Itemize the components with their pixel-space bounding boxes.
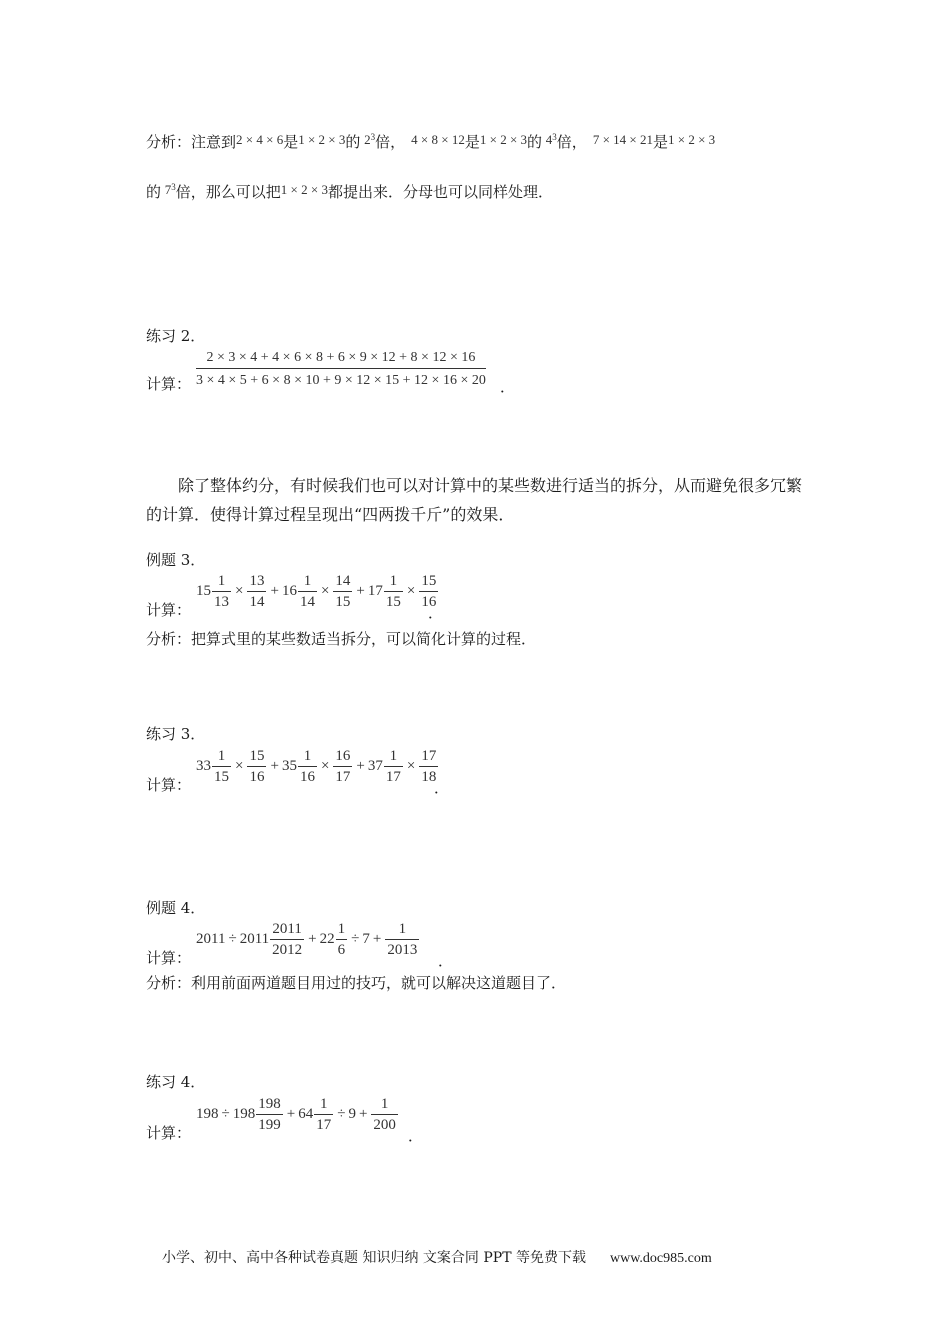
mixed-whole: 16	[281, 583, 297, 599]
fraction: $\frac{17}{18}$	[421, 748, 437, 785]
fraction: $\frac{1}{6}$	[337, 921, 346, 958]
analysis-line-2: 的 $7^3$倍，那么可以把1 × 2 × 3都提出来．分母也可以同样处理．	[146, 182, 553, 201]
example-4-analysis: 分析：利用前面两道题目用过的技巧，就可以解决这道题目了．	[146, 974, 567, 992]
fraction: $\frac{1}{17}$	[385, 748, 401, 785]
fraction: $\frac{1}{15}$	[385, 573, 401, 610]
fraction-denominator: 3 × 4 × 5 + 6 × 8 × 10 + 9 × 12 × 15 + 12 × 16 × 20	[196, 368, 486, 390]
math-expr: 4 × 8 × 12	[411, 132, 465, 147]
period: ．	[434, 779, 450, 797]
fraction: $\frac{1}{17}$	[316, 1096, 332, 1133]
example-4-expression: 2011 ÷ 2011 $\frac{2011}{2012}$ + 22 $\frac{1}{6}$ ÷ 7 + $\frac{1}{2013}$	[196, 921, 418, 958]
mixed-whole: 22	[319, 931, 335, 947]
example-4-title: 例题 4．	[146, 899, 206, 917]
example-4-calc-label: 计算：	[146, 949, 192, 967]
fraction: $\frac{2011}{2012}$	[272, 921, 303, 958]
fraction: $\frac{1}{2013}$	[387, 921, 418, 958]
practice-2-fraction	[196, 348, 486, 390]
practice-3-calc-label: 计算：	[146, 776, 192, 794]
mixed-whole: 64	[298, 1106, 314, 1122]
fraction: $\frac{16}{17}$	[335, 748, 351, 785]
math-power: $2^3$	[364, 132, 376, 147]
fraction: $\frac{14}{15}$	[335, 573, 351, 610]
period: ．	[438, 952, 454, 970]
example-3-title: 例题 3．	[146, 551, 206, 569]
practice-3-expression: 33 $\frac{1}{15}$ × $\frac{15}{16}$ + 35 $\frac{1}{16}$ × $\frac{16}{17}$ + 37 $\frac{1}{17}$ × $\frac{17}{18}$	[196, 748, 437, 785]
period: ．	[408, 1127, 424, 1145]
practice-4-calc-label: 计算：	[146, 1124, 192, 1142]
math-expr: 2 × 4 × 6	[236, 132, 284, 147]
intro-paragraph: 除了整体约分，有时候我们也可以对计算中的某些数进行适当的拆分，从而避免很多冗繁的计算．使得计算过程呈现出“四两拨千斤”的效果．	[146, 476, 803, 524]
practice-2-title: 练习 2．	[146, 327, 206, 345]
practice-4-expression: 198 ÷ 198 $\frac{198}{199}$ + 64 $\frac{1}{17}$ ÷ 9 + $\frac{1}{200}$	[196, 1096, 396, 1133]
period: ．	[500, 378, 516, 396]
fraction: $\frac{198}{199}$	[258, 1096, 281, 1133]
math-expr: 1 × 2 × 3	[280, 182, 328, 197]
practice-2-calc-label: 计算：	[146, 375, 192, 393]
fraction: $\frac{1}{15}$	[214, 748, 229, 785]
fraction: $\frac{15}{16}$	[421, 573, 437, 610]
fraction: $\frac{1}{200}$	[373, 1096, 396, 1133]
practice-3-title: 练习 3．	[146, 725, 206, 743]
math-expr: 1 × 2 × 3	[479, 132, 528, 147]
example-3-expression: 15 $\frac{1}{13}$ × $\frac{13}{14}$ + 16 $\frac{1}{14}$ × $\frac{14}{15}$ + 17 $\frac{1}{15}$ × $\frac{15}{16}$	[196, 573, 437, 610]
fraction-numerator: 2 × 3 × 4 + 4 × 6 × 8 + 6 × 9 × 12 + 8 × 12 × 16	[206, 350, 476, 365]
mixed-whole: 198	[232, 1106, 256, 1122]
analysis-label: 分析：	[146, 133, 192, 151]
mixed-whole: 35	[281, 758, 297, 774]
math-expr: 1 × 2 × 3	[298, 132, 346, 147]
fraction: $\frac{1}{14}$	[299, 573, 315, 610]
mixed-whole: 15	[196, 583, 211, 599]
mixed-whole: 2011	[239, 931, 270, 947]
mixed-whole: 17	[367, 583, 383, 599]
page-footer	[162, 1247, 712, 1267]
math-expr: 7 × 14 × 21	[592, 132, 653, 147]
fraction: $\frac{1}{16}$	[299, 748, 315, 785]
footer-text: 小学、初中、高中各种试卷真题 知识归纳 文案合同 PPT 等免费下载	[162, 1250, 586, 1266]
mixed-whole: 37	[367, 758, 383, 774]
analysis-line-1: 分析：注意到2 × 4 × 6是1 × 2 × 3的 $2^3$倍， 4 × 8 × 12是1 × 2 × 3的 $4^3$倍， 7 × 14 × 21是1 × 2 × 3	[146, 132, 716, 151]
math-expr: 1 × 2 × 3	[668, 132, 716, 147]
math-power: $7^3$	[164, 182, 176, 197]
mixed-whole: 33	[196, 758, 211, 774]
footer-url[interactable]: www.doc985.com	[609, 1251, 712, 1266]
fraction: $\frac{1}{13}$	[214, 573, 229, 610]
example-3-calc-label: 计算：	[146, 601, 192, 619]
fraction: $\frac{15}{16}$	[249, 748, 265, 785]
fraction: $\frac{13}{14}$	[249, 573, 265, 610]
period: ．	[428, 604, 444, 622]
math-power: $4^3$	[545, 132, 557, 147]
practice-4-title: 练习 4．	[146, 1073, 206, 1091]
example-3-analysis: 分析：把算式里的某些数适当拆分，可以简化计算的过程．	[146, 630, 537, 648]
